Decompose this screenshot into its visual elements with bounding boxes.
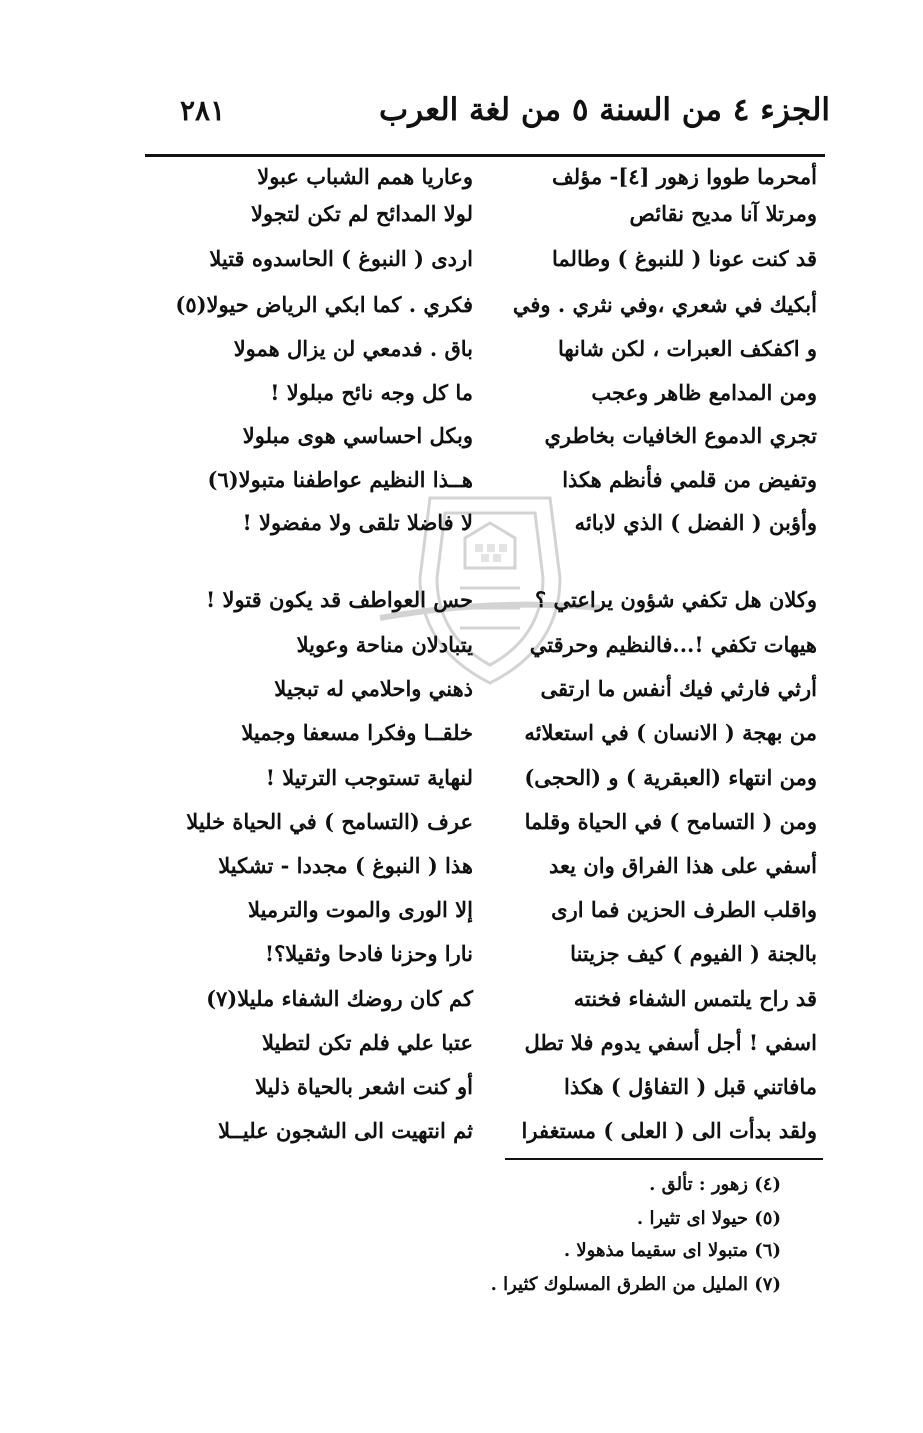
verse-line: وعاريا همم الشباب عبولا: [257, 164, 473, 189]
verse-line: لولا المدائح لم تكن لتجولا: [250, 201, 473, 226]
verse-line: لنهاية تستوجب الترتيلا !: [265, 765, 473, 790]
footnote: (٥) حيولا اى تثيرا .: [636, 1208, 781, 1229]
verse-line: أرثي فارثي فيك أنفس ما ارتقى: [540, 676, 817, 701]
header-rule: [145, 154, 825, 157]
verse-line: اردى ( النبوغ ) الحاسدوه قتيلا: [209, 246, 473, 271]
verse-line: اسفي ! أجل أسفي يدوم فلا تطل: [524, 1030, 817, 1055]
footnote: (٦) متبولا اى سقيما مذهولا .: [563, 1240, 781, 1261]
verse-line: بالجنة ( الفيوم ) كيف جزيتنا: [570, 941, 817, 966]
verse-line: فكري . كما ابكي الرياض حيولا(٥): [175, 292, 473, 317]
verse-line: عرف (التسامح ) في الحياة خليلا: [186, 809, 473, 834]
verse-line: هــذا النظيم عواطفنا متبولا(٦): [207, 467, 473, 492]
verse-line: ومن المدامع ظاهر وعجب: [591, 380, 817, 405]
verse-line: ثم انتهيت الى الشجون عليــلا: [218, 1118, 473, 1143]
verse-line: عتبا علي فلم تكن لتطيلا: [261, 1030, 473, 1055]
verse-line: قد كنت عونا ( للنبوغ ) وطالما: [552, 246, 817, 271]
page-header: [150, 92, 830, 146]
verse-line: إلا الورى والموت والترميلا: [248, 897, 473, 922]
verse-line: لا فاضلا تلقى ولا مفضولا !: [242, 510, 473, 535]
verse-line: أسفي على هذا الفراق وان يعد: [549, 853, 817, 878]
verse-line: يتبادلان مناحة وعويلا: [296, 632, 473, 657]
verse-line: باق . فدمعي لن يزال همولا: [233, 336, 473, 361]
verse-line: ومن انتهاء (العبقرية ) و (الحجى): [524, 765, 817, 790]
verse-line: وكلان هل تكفي شؤون يراعتي ؟: [535, 587, 817, 612]
verse-line: خلقــا وفكرا مسعفا وجميلا: [241, 720, 473, 745]
verse-line: و اكفكف العبرات ، لكن شانها: [557, 336, 817, 361]
footnote: (٧) المليل من الطرق المسلوك كثيرا .: [490, 1274, 781, 1295]
page-number: ٢٨١: [180, 94, 226, 127]
verse-line: وبكل احساسي هوى مبلولا: [242, 423, 473, 448]
verse-line: قد راح يلتمس الشفاء فخنته: [573, 986, 817, 1011]
verse-line: ما كل وجه نائح مبلولا !: [270, 380, 473, 405]
verse-line: ولقد بدأت الى ( العلى ) مستغفرا: [521, 1118, 817, 1143]
footnote-rule: [505, 1158, 823, 1160]
verse-line: مافاتني قبل ( التفاؤل ) هكذا: [564, 1074, 817, 1099]
verse-line: كم كان روضك الشفاء مليلا(٧): [206, 986, 473, 1011]
running-title: الجزء ٤ من السنة ٥ من لغة العرب: [378, 92, 830, 128]
verse-line: هذا ( النبوغ ) مجددا - تشكيلا: [218, 853, 473, 878]
verse-line: ذهني واحلامي له تبجيلا: [274, 676, 473, 701]
verse-line: من بهجة ( الانسان ) في استعلائه: [524, 720, 817, 745]
verse-line: أمحرما طووا زهور [٤]- مؤلف: [552, 164, 817, 189]
verse-line: نارا وحزنا فادحا وثقيلا؟!: [264, 941, 473, 966]
verse-line: واقلب الطرف الحزين فما ارى: [551, 897, 817, 922]
verse-line: ومن ( التسامح ) في الحياة وقلما: [524, 809, 817, 834]
verse-line: هيهات تكفي !...فالنظيم وحرقتي: [529, 632, 817, 657]
verse-line: وتفيض من قلمي فأنظم هكذا: [562, 467, 817, 492]
verse-line: أو كنت اشعر بالحياة ذليلا: [255, 1074, 473, 1099]
verse-line: أبكيك في شعري ،وفي نثري . وفي: [512, 292, 817, 317]
verse-line: وأؤبن ( الفضل ) الذي لابائه: [574, 510, 817, 535]
verse-line: حس العواطف قد يكون قتولا !: [205, 587, 473, 612]
footnote: (٤) زهور : تألق .: [649, 1174, 781, 1195]
verse-line: تجري الدموع الخافيات بخاطري: [544, 423, 817, 448]
verse-line: ومرتلا آنا مديح نقائص: [629, 201, 817, 226]
